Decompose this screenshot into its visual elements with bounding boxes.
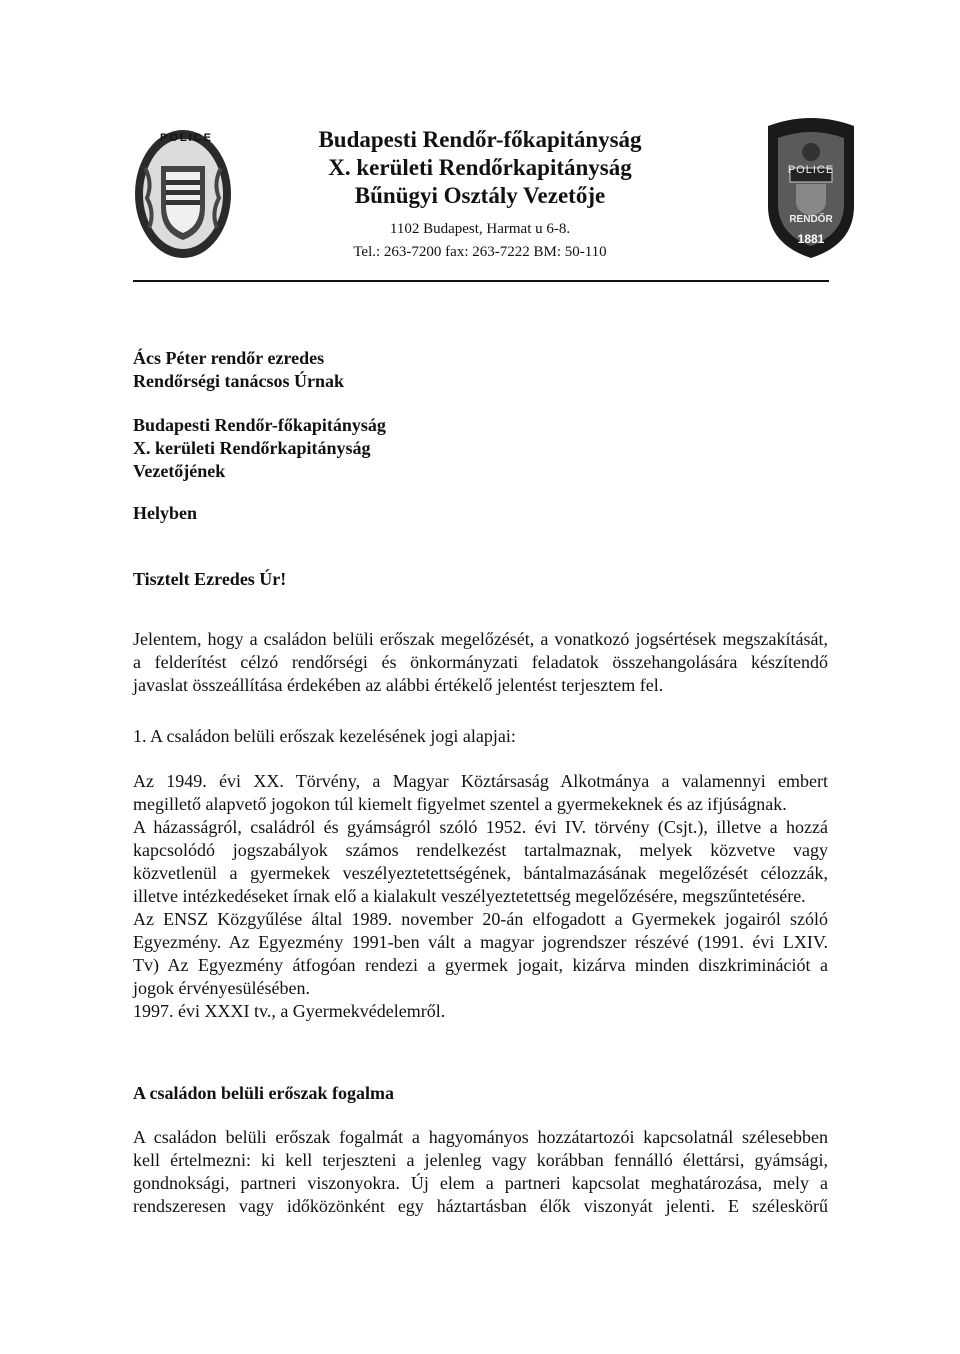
header-title-line-3: Bűnügyi Osztály Vezetője — [354, 183, 606, 208]
recipient-org-line-3: Vezetőjének — [133, 461, 226, 481]
header-title — [290, 126, 670, 210]
section1-line-9: Tv) Az Egyezmény átfogóan rendezi a gyermek jogait, kizárva minden diszkriminációt a — [133, 955, 828, 975]
section1-line-11: 1997. évi XXXI tv., a Gyermekvédelemről. — [133, 1001, 446, 1021]
right-seal-text-rendor: RENDŐR — [789, 214, 833, 225]
right-seal-text-year: 1881 — [797, 232, 825, 246]
left-seal-text-top: POLICE — [160, 132, 213, 144]
section1-line-5: közvetlenül a gyermekek veszélyeztetettségének, bántalmazásának megelőzését célozzák, — [133, 863, 828, 883]
intro-line-3: javaslat összeállítása érdekében az alábbi értékelő jelentést terjesztem fel. — [133, 675, 664, 695]
section2-line-1: A családon belüli erőszak fogalmát a hagyományos hozzátartozói kapcsolatnál szélesebben — [133, 1127, 828, 1147]
right-seal-text-police: POLICE — [787, 164, 835, 176]
recipient-org — [133, 414, 386, 483]
section2-line-4: rendszeresen vagy időközönként egy háztartásban élők viszonyát jelenti. E széleskörű — [133, 1196, 828, 1216]
intro-paragraph — [133, 628, 828, 697]
salutation: Tisztelt Ezredes Úr! — [133, 569, 287, 589]
intro-line-1: Jelentem, hogy a családon belüli erőszak megelőzését, a vonatkozó jogsértések megszakítását, — [133, 629, 828, 649]
police-seal-left — [133, 128, 233, 260]
section1-line-3: A házasságról, családról és gyámságról szóló 1952. évi IV. törvény (Csjt.), illetve a hozzá — [133, 817, 828, 837]
recipient-name: Ács Péter rendőr ezredes — [133, 348, 325, 368]
intro-line-2: a felderítést célzó rendőrségi és önkormányzati feladatok összehangolására készítendő — [133, 652, 828, 672]
header-address: 1102 Budapest, Harmat u 6-8. — [389, 221, 571, 237]
recipient-org-line-2: X. kerületi Rendőrkapitányság — [133, 438, 371, 458]
section1-line-8: Egyezmény. Az Egyezmény 1991-ben vált a magyar jogrendszer részévé (1991. évi LXIV. — [133, 932, 828, 952]
header-contact: Tel.: 263-7200 fax: 263-7222 BM: 50-110 — [353, 244, 607, 260]
section1-line-10: jogok érvényesülésében. — [133, 978, 310, 998]
recipient-place: Helyben — [133, 503, 198, 523]
section2-paragraph — [133, 1126, 828, 1218]
section2-line-3: gondnoksági, partneri viszonyokra. Új elem a partneri kapcsolat meghatározása, mely a — [133, 1173, 828, 1193]
section1-line-1: Az 1949. évi XX. Törvény, a Magyar Köztársaság Alkotmánya a valamennyi embert — [133, 771, 828, 791]
section1-title: 1. A családon belüli erőszak kezelésének jogi alapjai: — [133, 726, 516, 746]
header-divider — [133, 280, 829, 282]
section1-line-7: Az ENSZ Közgyűlése által 1989. november 20-án elfogadott a Gyermekek jogairól szóló — [133, 909, 828, 929]
header-title-line-2: X. kerületi Rendőrkapitányság — [328, 155, 632, 180]
section2-line-2: kell értelmezni: ki kell terjeszteni a jelenleg vagy korábban fennálló élettársi, gyámsági, — [133, 1150, 828, 1170]
section1-line-6: illetve intézkedéseket írnak elő a kialakult veszélyeztetettség megelőzésére, megszűntetésére. — [133, 886, 806, 906]
recipient-org-line-1: Budapesti Rendőr-főkapitányság — [133, 415, 386, 435]
recipient-title: Rendőrségi tanácsos Úrnak — [133, 371, 345, 391]
section1-paragraph — [133, 770, 828, 1023]
section1-line-2: megillető alapvető jogokon túl kiemelt figyelmet szentel a gyermekeknek és az ifjúságnak. — [133, 794, 787, 814]
header-title-line-1: Budapesti Rendőr-főkapitányság — [318, 127, 642, 152]
section1-line-4: kapcsolódó jogszabályok számos rendelkezést tartalmaznak, melyek közvetve vagy — [133, 840, 828, 860]
section2-title: A családon belüli erőszak fogalma — [133, 1083, 395, 1103]
recipient-block — [133, 347, 344, 393]
